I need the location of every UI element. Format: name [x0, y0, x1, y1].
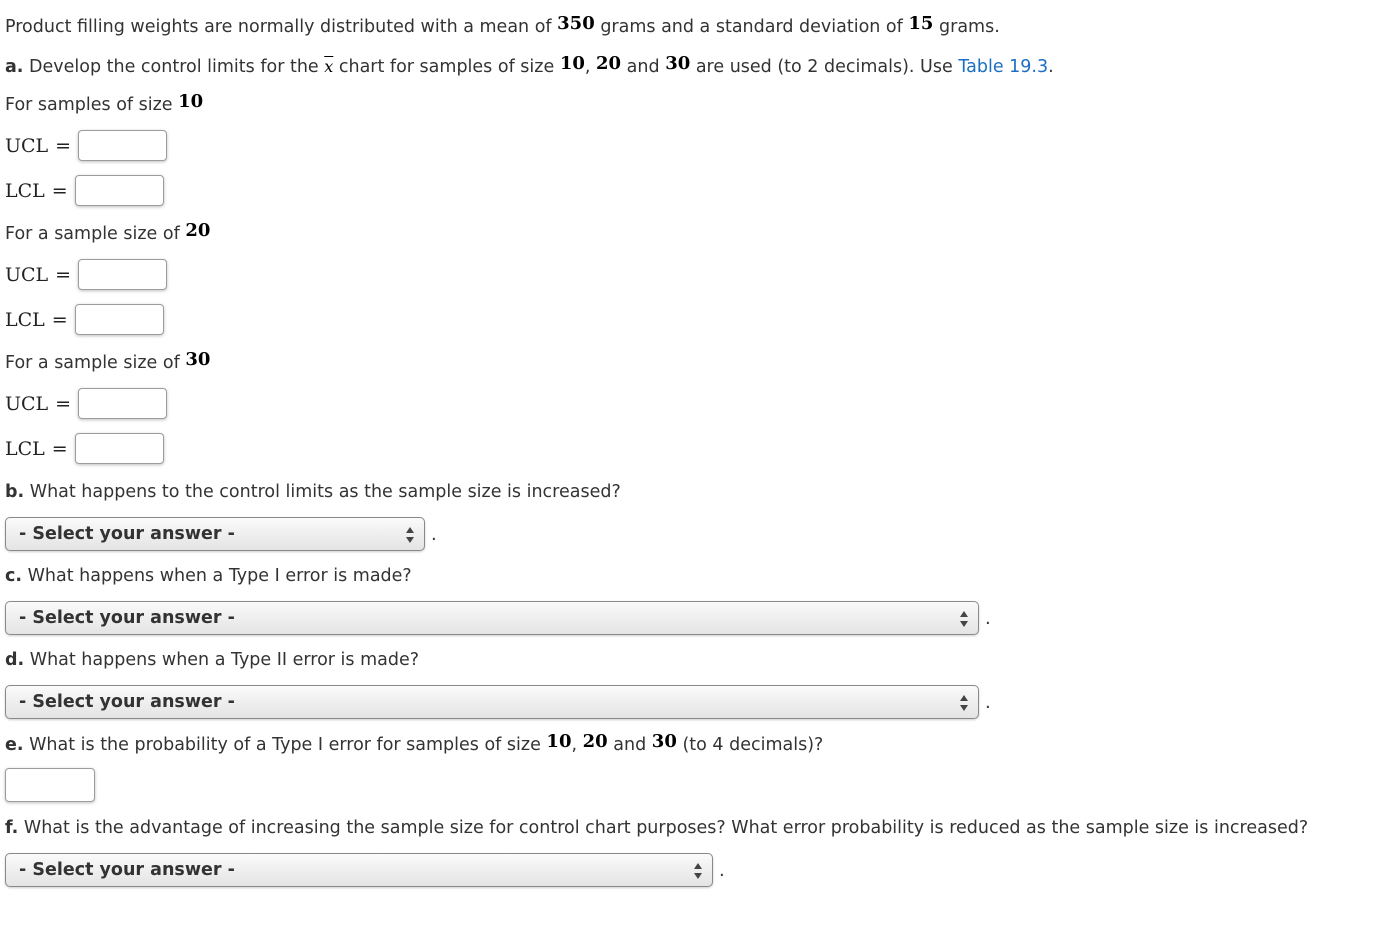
- n2: 20: [582, 731, 608, 752]
- ucl-input-20[interactable]: [78, 259, 167, 290]
- question-f-letter: f.: [5, 818, 19, 838]
- select-arrows-icon: [959, 694, 969, 712]
- equals-sign: =: [51, 308, 68, 331]
- lcl-row-20: [5, 304, 164, 335]
- intro-part2: grams and a standard deviation of: [600, 17, 903, 37]
- mean-value: 350: [557, 13, 595, 34]
- question-b-letter: b.: [5, 482, 25, 502]
- ucl-input-10[interactable]: [78, 130, 167, 161]
- question-b-text: What happens to the control limits as the sample size is increased?: [29, 482, 621, 502]
- question-e-tail: (to 4 decimals)?: [682, 735, 824, 755]
- comma: ,: [571, 735, 578, 755]
- lcl-row-10: [5, 175, 164, 206]
- lcl-input-10[interactable]: [75, 175, 164, 206]
- select-f-label: - Select your answer -: [19, 860, 235, 880]
- question-f-text: What is the advantage of increasing the sample size for control chart purposes? What error probability is reduced as the sample size is increased?: [23, 818, 1309, 838]
- group-label-text: For a sample size of: [5, 353, 180, 373]
- group-n: 20: [185, 220, 211, 241]
- select-c[interactable]: [5, 601, 979, 635]
- ucl-label: UCL: [5, 134, 49, 157]
- ucl-input-30[interactable]: [78, 388, 167, 419]
- select-arrows-icon: [959, 610, 969, 628]
- sd-value: 15: [908, 13, 934, 34]
- question-e-letter: e.: [5, 735, 24, 755]
- question-c-text: What happens when a Type I error is made?: [27, 566, 412, 586]
- equals-sign: =: [55, 392, 72, 415]
- equals-sign: =: [51, 437, 68, 460]
- ucl-label: UCL: [5, 392, 49, 415]
- period: .: [985, 608, 991, 629]
- question-b: [5, 482, 621, 502]
- lcl-label: LCL: [5, 308, 45, 331]
- intro-part3: grams.: [939, 17, 1000, 37]
- period: .: [1048, 57, 1054, 77]
- type1-prob-input[interactable]: [5, 768, 95, 802]
- group-label-20: [5, 220, 211, 244]
- question-e-text: What is the probability of a Type I error for samples of size: [29, 735, 541, 755]
- lcl-label: LCL: [5, 179, 45, 202]
- and-word: and: [613, 735, 647, 755]
- question-a: [5, 53, 1054, 77]
- question-d: [5, 650, 419, 670]
- table-link[interactable]: Table 19.3: [958, 57, 1049, 77]
- group-n: 10: [178, 91, 204, 112]
- group-label-text: For a sample size of: [5, 224, 180, 244]
- intro-part1: Product filling weights are normally distributed with a mean of: [5, 17, 552, 37]
- n3: 30: [665, 53, 691, 74]
- ucl-row-10: [5, 130, 167, 161]
- period: .: [985, 692, 991, 713]
- comma: ,: [584, 57, 591, 77]
- lcl-input-20[interactable]: [75, 304, 164, 335]
- lcl-input-30[interactable]: [75, 433, 164, 464]
- select-arrows-icon: [405, 526, 415, 544]
- group-label-10: [5, 91, 204, 115]
- question-e: [5, 731, 824, 755]
- period: .: [431, 524, 437, 545]
- n2: 20: [596, 53, 622, 74]
- n3: 30: [651, 731, 677, 752]
- ucl-label: UCL: [5, 263, 49, 286]
- question-d-letter: d.: [5, 650, 25, 670]
- select-b-label: - Select your answer -: [19, 524, 235, 544]
- lcl-row-30: [5, 433, 164, 464]
- ucl-row-20: [5, 259, 167, 290]
- question-c: [5, 566, 412, 586]
- question-a-part3: are used (to 2 decimals). Use: [695, 57, 953, 77]
- equals-sign: =: [55, 134, 72, 157]
- equals-sign: =: [55, 263, 72, 286]
- question-f: [5, 818, 1308, 838]
- ucl-row-30: [5, 388, 167, 419]
- n1: 10: [559, 53, 585, 74]
- question-a-letter: a.: [5, 57, 24, 77]
- group-label-30: [5, 349, 211, 373]
- select-d-label: - Select your answer -: [19, 692, 235, 712]
- and-word: and: [626, 57, 660, 77]
- select-f[interactable]: [5, 853, 713, 887]
- intro-text: [5, 13, 1000, 37]
- xbar-symbol: $\overline{x}$: [324, 57, 334, 76]
- question-a-part1: Develop the control limits for the: [29, 57, 319, 77]
- question-a-part2: chart for samples of size: [338, 57, 555, 77]
- select-b[interactable]: [5, 517, 425, 551]
- select-arrows-icon: [693, 862, 703, 880]
- n1: 10: [546, 731, 572, 752]
- lcl-label: LCL: [5, 437, 45, 460]
- question-d-text: What happens when a Type II error is made?: [29, 650, 420, 670]
- question-c-letter: c.: [5, 566, 23, 586]
- select-c-label: - Select your answer -: [19, 608, 235, 628]
- group-label-text: For samples of size: [5, 95, 173, 115]
- group-n: 30: [185, 349, 211, 370]
- select-d[interactable]: [5, 685, 979, 719]
- period: .: [719, 860, 725, 881]
- equals-sign: =: [51, 179, 68, 202]
